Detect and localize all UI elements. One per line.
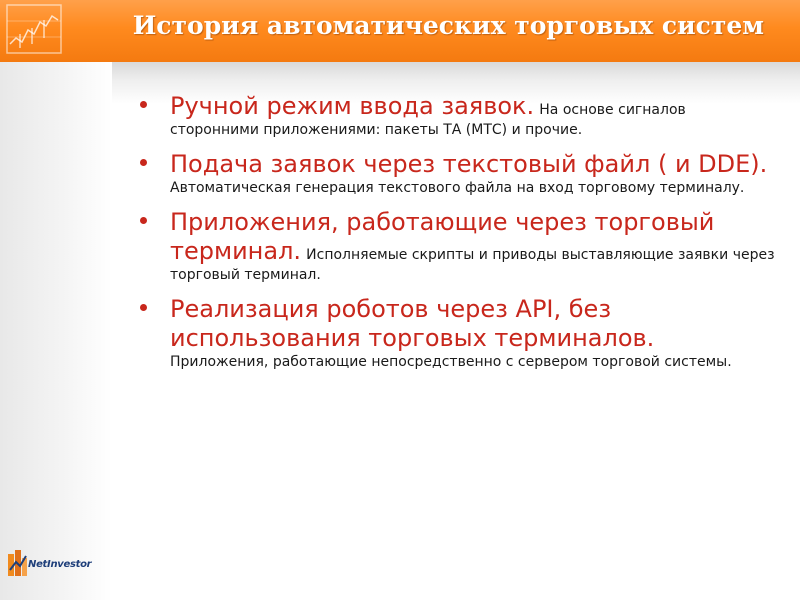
chart-icon: [6, 4, 62, 54]
bullet-headline: Приложения, работающие через торговый терминал.: [170, 208, 715, 265]
bullet-headline: Подача заявок через текстовый файл ( и DDE).: [170, 150, 768, 178]
bullet-headline: Ручной режим ввода заявок.: [170, 92, 535, 120]
list-item: [136, 295, 776, 372]
list-item: [136, 150, 776, 198]
header-bar: [0, 0, 800, 62]
side-panel: [0, 62, 112, 600]
bullet-description: Автоматическая генерация текстового файла на вход торговому терминалу.: [170, 180, 745, 196]
bullet-headline: Реализация роботов через API, без использования торговых терминалов.: [170, 295, 655, 352]
bullet-icon: [140, 159, 147, 166]
list-item: [136, 92, 776, 140]
page-title: История автоматических торговых систем: [132, 11, 764, 40]
bullet-icon: [140, 304, 147, 311]
bullet-description: Исполняемые скрипты и приводы выставляющие заявки через торговый терминал.: [170, 247, 775, 283]
bullet-list: [136, 92, 776, 372]
content-area: [136, 92, 776, 382]
bullet-icon: [140, 217, 147, 224]
logo-text: NetInvestor: [28, 559, 92, 570]
bullet-description: Приложения, работающие непосредственно с сервером торговой системы.: [170, 354, 732, 370]
bullet-description: На основе сигналов сторонними приложениями: пакеты ТА (МТС) и прочие.: [170, 102, 686, 138]
list-item: [136, 208, 776, 285]
bullet-icon: [140, 101, 147, 108]
